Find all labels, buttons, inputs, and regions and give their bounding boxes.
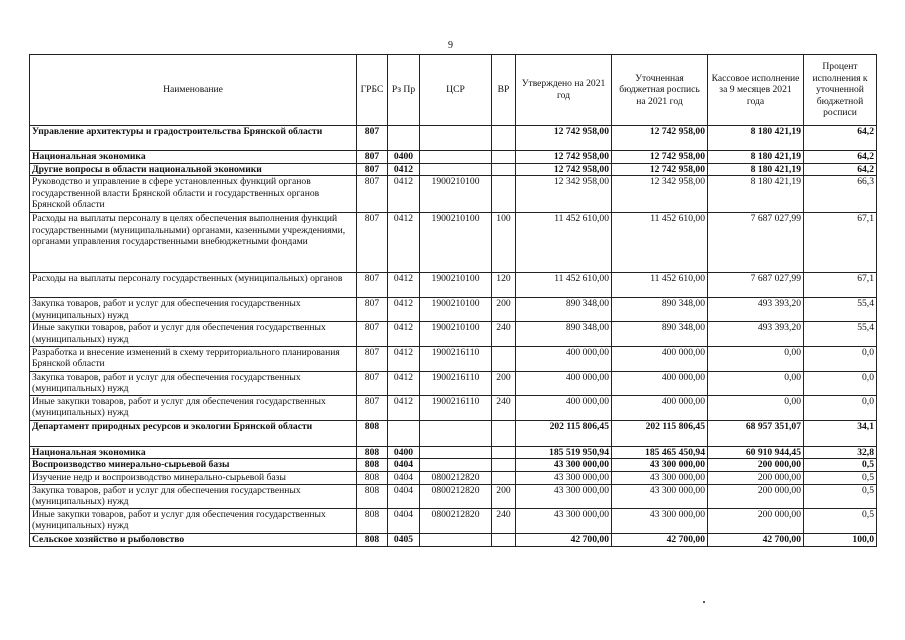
page-number: 9 (448, 40, 453, 51)
header-name: Наименование (30, 55, 357, 126)
table-row (30, 298, 877, 322)
cell-name: Закупка товаров, работ и услуг для обеспечения государственных (муниципальных) нужд (30, 484, 357, 508)
cell-rzpr: 0400 (388, 151, 420, 164)
cell-approved: 42 700,00 (516, 533, 612, 546)
cell-vr (492, 420, 516, 446)
cell-csr: 1900210100 (420, 298, 492, 322)
cell-percent: 67,1 (804, 273, 877, 298)
cell-approved: 12 742 958,00 (516, 163, 612, 176)
table-row (30, 484, 877, 508)
cell-percent: 67,1 (804, 213, 877, 273)
cell-rzpr: 0412 (388, 163, 420, 176)
cell-approved: 12 742 958,00 (516, 151, 612, 164)
cell-refined: 202 115 806,45 (612, 420, 708, 446)
cell-rzpr: 0412 (388, 176, 420, 213)
cell-refined: 43 300 000,00 (612, 471, 708, 484)
cell-cash: 8 180 421,19 (708, 163, 804, 176)
cell-percent: 64,2 (804, 126, 877, 151)
cell-grbs: 807 (357, 298, 388, 322)
cell-grbs: 807 (357, 273, 388, 298)
cell-vr: 240 (492, 322, 516, 346)
cell-cash: 7 687 027,99 (708, 213, 804, 273)
cell-refined: 400 000,00 (612, 395, 708, 420)
cell-percent: 55,4 (804, 298, 877, 322)
cell-cash: 200 000,00 (708, 459, 804, 472)
table-row (30, 322, 877, 346)
cell-approved: 12 342 958,00 (516, 176, 612, 213)
cell-grbs: 807 (357, 151, 388, 164)
cell-vr: 100 (492, 213, 516, 273)
cell-vr (492, 151, 516, 164)
cell-csr (420, 126, 492, 151)
table-row (30, 346, 877, 371)
cell-name: Закупка товаров, работ и услуг для обеспечения государственных (муниципальных) нужд (30, 298, 357, 322)
cell-vr: 120 (492, 273, 516, 298)
cell-name: Иные закупки товаров, работ и услуг для обеспечения государственных (муниципальных) нужд (30, 322, 357, 346)
header-cash: Кассовое исполнение за 9 месяцев 2021 года (708, 55, 804, 126)
cell-vr (492, 176, 516, 213)
cell-rzpr: 0412 (388, 322, 420, 346)
table-header-row (30, 55, 877, 126)
cell-cash: 7 687 027,99 (708, 273, 804, 298)
cell-grbs: 807 (357, 371, 388, 395)
cell-approved: 400 000,00 (516, 346, 612, 371)
table-row (30, 273, 877, 298)
table-row (30, 420, 877, 446)
cell-percent: 34,1 (804, 420, 877, 446)
table-row (30, 508, 877, 533)
cell-name: Другие вопросы в области национальной экономики (30, 163, 357, 176)
cell-name: Иные закупки товаров, работ и услуг для обеспечения государственных (муниципальных) нужд (30, 508, 357, 533)
cell-name: Национальная экономика (30, 446, 357, 459)
cell-cash: 8 180 421,19 (708, 126, 804, 151)
cell-percent: 64,2 (804, 163, 877, 176)
cell-percent: 100,0 (804, 533, 877, 546)
cell-refined: 42 700,00 (612, 533, 708, 546)
cell-refined: 185 465 450,94 (612, 446, 708, 459)
cell-name: Воспроизводство минерально-сырьевой базы (30, 459, 357, 472)
cell-percent: 0,5 (804, 459, 877, 472)
cell-refined: 43 300 000,00 (612, 508, 708, 533)
cell-grbs: 808 (357, 533, 388, 546)
cell-approved: 11 452 610,00 (516, 213, 612, 273)
cell-refined: 12 742 958,00 (612, 163, 708, 176)
cell-refined: 12 342 958,00 (612, 176, 708, 213)
cell-name: Руководство и управление в сфере установленных функций органов государственной власти Брянской области и государственных органов Брянской области (30, 176, 357, 213)
cell-approved: 890 348,00 (516, 298, 612, 322)
header-refined: Уточненная бюджетная роспись на 2021 год (612, 55, 708, 126)
cell-approved: 43 300 000,00 (516, 508, 612, 533)
cell-name: Разработка и внесение изменений в схему территориального планирования Брянской области (30, 346, 357, 371)
cell-rzpr: 0412 (388, 371, 420, 395)
cell-csr (420, 459, 492, 472)
budget-table (29, 54, 877, 547)
cell-name: Национальная экономика (30, 151, 357, 164)
cell-rzpr: 0404 (388, 508, 420, 533)
cell-csr: 1900216110 (420, 346, 492, 371)
cell-cash: 42 700,00 (708, 533, 804, 546)
cell-percent: 64,2 (804, 151, 877, 164)
table-body (30, 126, 877, 547)
cell-csr (420, 446, 492, 459)
cell-approved: 185 519 950,94 (516, 446, 612, 459)
cell-name: Расходы на выплаты персоналу в целях обеспечения выполнения функций государственными (муниципальными) органами, казенными учреждениями, органами управления государственными внебюджетными фондами (30, 213, 357, 273)
cell-refined: 43 300 000,00 (612, 459, 708, 472)
cell-grbs: 808 (357, 508, 388, 533)
cell-rzpr: 0412 (388, 273, 420, 298)
header-grbs: ГРБС (357, 55, 388, 126)
cell-percent: 0,0 (804, 395, 877, 420)
cell-vr (492, 446, 516, 459)
cell-refined: 12 742 958,00 (612, 126, 708, 151)
cell-rzpr: 0404 (388, 484, 420, 508)
cell-rzpr (388, 126, 420, 151)
header-approved: Утверждено на 2021 год (516, 55, 612, 126)
cell-percent: 32,8 (804, 446, 877, 459)
cell-csr: 1900216110 (420, 395, 492, 420)
header-percent: Процент исполнения к уточненной бюджетной росписи (804, 55, 877, 126)
cell-rzpr: 0404 (388, 459, 420, 472)
cell-refined: 11 452 610,00 (612, 213, 708, 273)
cell-approved: 43 300 000,00 (516, 484, 612, 508)
table-row (30, 446, 877, 459)
cell-cash: 200 000,00 (708, 471, 804, 484)
cell-approved: 11 452 610,00 (516, 273, 612, 298)
cell-refined: 400 000,00 (612, 371, 708, 395)
cell-csr: 0800212820 (420, 508, 492, 533)
cell-cash: 200 000,00 (708, 484, 804, 508)
cell-percent: 0,5 (804, 471, 877, 484)
cell-cash: 0,00 (708, 346, 804, 371)
cell-cash: 0,00 (708, 371, 804, 395)
cell-name: Сельское хозяйство и рыболовство (30, 533, 357, 546)
cell-vr: 240 (492, 395, 516, 420)
cell-rzpr: 0412 (388, 346, 420, 371)
cell-vr (492, 459, 516, 472)
table-row (30, 163, 877, 176)
cell-cash: 493 393,20 (708, 298, 804, 322)
table-row (30, 151, 877, 164)
cell-name: Изучение недр и воспроизводство минерально-сырьевой базы (30, 471, 357, 484)
cell-csr: 0800212820 (420, 471, 492, 484)
cell-cash: 68 957 351,07 (708, 420, 804, 446)
cell-refined: 43 300 000,00 (612, 484, 708, 508)
table-row (30, 471, 877, 484)
cell-percent: 0,0 (804, 346, 877, 371)
cell-grbs: 808 (357, 459, 388, 472)
cell-approved: 890 348,00 (516, 322, 612, 346)
cell-rzpr: 0405 (388, 533, 420, 546)
cell-vr (492, 533, 516, 546)
cell-percent: 55,4 (804, 322, 877, 346)
header-vr: ВР (492, 55, 516, 126)
table-row (30, 213, 877, 273)
cell-grbs: 808 (357, 446, 388, 459)
cell-name: Закупка товаров, работ и услуг для обеспечения государственных (муниципальных) нужд (30, 371, 357, 395)
cell-vr: 200 (492, 298, 516, 322)
cell-csr (420, 151, 492, 164)
cell-rzpr: 0412 (388, 298, 420, 322)
cell-approved: 43 300 000,00 (516, 459, 612, 472)
cell-grbs: 807 (357, 176, 388, 213)
cell-approved: 202 115 806,45 (516, 420, 612, 446)
cell-rzpr: 0400 (388, 446, 420, 459)
cell-csr (420, 420, 492, 446)
cell-refined: 11 452 610,00 (612, 273, 708, 298)
cell-grbs: 808 (357, 420, 388, 446)
table-row (30, 176, 877, 213)
cell-approved: 400 000,00 (516, 395, 612, 420)
header-csr: ЦСР (420, 55, 492, 126)
cell-cash: 8 180 421,19 (708, 151, 804, 164)
cell-vr: 240 (492, 508, 516, 533)
cell-grbs: 808 (357, 484, 388, 508)
cell-csr: 1900210100 (420, 213, 492, 273)
cell-approved: 43 300 000,00 (516, 471, 612, 484)
cell-cash: 60 910 944,45 (708, 446, 804, 459)
cell-csr (420, 163, 492, 176)
cell-vr (492, 163, 516, 176)
cell-approved: 400 000,00 (516, 371, 612, 395)
cell-csr: 1900210100 (420, 176, 492, 213)
cell-cash: 493 393,20 (708, 322, 804, 346)
cell-rzpr: 0412 (388, 395, 420, 420)
cell-name: Иные закупки товаров, работ и услуг для обеспечения государственных (муниципальных) нужд (30, 395, 357, 420)
cell-vr (492, 126, 516, 151)
cell-vr: 200 (492, 371, 516, 395)
cell-percent: 0,5 (804, 484, 877, 508)
cell-csr: 1900210100 (420, 273, 492, 298)
table-row (30, 533, 877, 546)
cell-cash: 8 180 421,19 (708, 176, 804, 213)
cell-csr: 1900210100 (420, 322, 492, 346)
cell-vr: 200 (492, 484, 516, 508)
cell-refined: 400 000,00 (612, 346, 708, 371)
scan-dot (703, 601, 705, 603)
cell-cash: 200 000,00 (708, 508, 804, 533)
cell-csr: 0800212820 (420, 484, 492, 508)
cell-csr (420, 533, 492, 546)
cell-rzpr: 0404 (388, 471, 420, 484)
cell-grbs: 807 (357, 395, 388, 420)
cell-rzpr: 0412 (388, 213, 420, 273)
cell-name: Департамент природных ресурсов и экологии Брянской области (30, 420, 357, 446)
cell-csr: 1900216110 (420, 371, 492, 395)
cell-grbs: 807 (357, 213, 388, 273)
table-row (30, 126, 877, 151)
cell-name: Управление архитектуры и градостроительства Брянской области (30, 126, 357, 151)
cell-grbs: 807 (357, 322, 388, 346)
cell-approved: 12 742 958,00 (516, 126, 612, 151)
cell-refined: 12 742 958,00 (612, 151, 708, 164)
cell-grbs: 808 (357, 471, 388, 484)
cell-refined: 890 348,00 (612, 322, 708, 346)
cell-vr (492, 346, 516, 371)
table-row (30, 371, 877, 395)
cell-vr (492, 471, 516, 484)
cell-grbs: 807 (357, 346, 388, 371)
cell-refined: 890 348,00 (612, 298, 708, 322)
cell-grbs: 807 (357, 163, 388, 176)
table-row (30, 459, 877, 472)
cell-name: Расходы на выплаты персоналу государственных (муниципальных) органов (30, 273, 357, 298)
header-rzpr: Рз Пр (388, 55, 420, 126)
cell-percent: 0,5 (804, 508, 877, 533)
cell-grbs: 807 (357, 126, 388, 151)
cell-cash: 0,00 (708, 395, 804, 420)
cell-percent: 0,0 (804, 371, 877, 395)
table-row (30, 395, 877, 420)
cell-percent: 66,3 (804, 176, 877, 213)
cell-rzpr (388, 420, 420, 446)
